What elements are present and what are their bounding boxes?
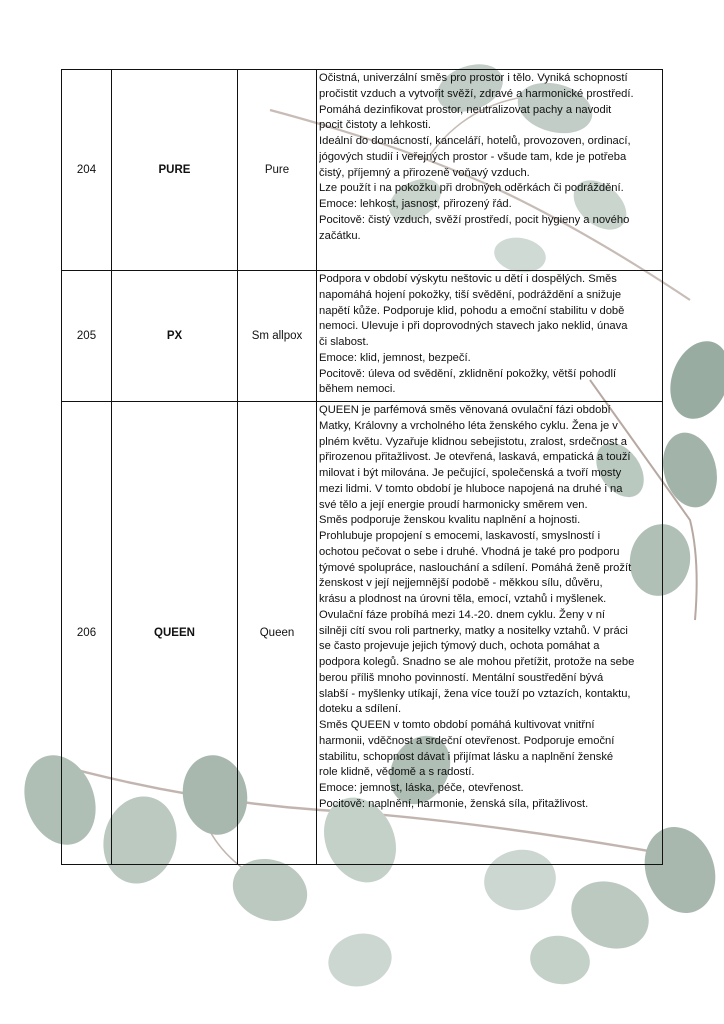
description-line: čistý, příjemný a přirozeně voňavý vzduch. bbox=[319, 166, 530, 179]
description-line: napětí kůže. Podporuje klid, pohodu a emoční stabilitu v době bbox=[319, 304, 625, 317]
description-line: Pocitově: čistý vzduch, svěží prostředí, pocit hygieny a nového bbox=[319, 213, 630, 226]
blend-name: Sm allpox bbox=[238, 271, 317, 402]
description-line: či slabost. bbox=[319, 336, 369, 348]
row-number: 206 bbox=[62, 402, 112, 865]
row-number: 204 bbox=[62, 70, 112, 271]
description-line: se často projevuje jejich týmový duch, ochota pomáhat a bbox=[319, 640, 600, 653]
description-line: pročistit vzduch a vytvořit svěží, zdravé a harmonické prostředí. bbox=[319, 87, 634, 100]
blend-code: QUEEN bbox=[112, 402, 238, 865]
blend-description bbox=[317, 402, 663, 865]
description-line: jógových studií i veřejných prostor - všude tam, kde je potřeba bbox=[319, 150, 627, 163]
description-line: krásu a plodnost na úrovni těla, emocí, vztahů i myšlenek. bbox=[319, 593, 607, 605]
description-line: plném květu. Vyzařuje klidnou sebejistotu, zralost, srdečnost a bbox=[319, 435, 628, 448]
description-line: role klidně, vědomě a s radostí. bbox=[319, 766, 475, 779]
description-line: své tělo a její energie proudí harmonicky směrem ven. bbox=[319, 498, 588, 511]
description-line: pocit čistoty a lehkosti. bbox=[319, 119, 431, 132]
description-line: přirozenou přitažlivost. Je otevřená, laskavá, empatická a touží bbox=[319, 451, 631, 464]
description-line: Očistná, univerzální směs pro prostor i tělo. Vyniká schopností bbox=[319, 72, 628, 84]
blend-table bbox=[61, 69, 663, 865]
description-line: silněji cítí svou roli partnerky, matky a nositelky vztahů. V práci bbox=[319, 624, 628, 637]
description-line: podpora kolegů. Snadno se ale mohou přetížit, protože na sebe bbox=[319, 656, 635, 668]
description-line: Směs QUEEN v tomto období pomáhá kultivovat vnitřní bbox=[319, 719, 595, 731]
description-line: milovat i být milována. Je pečující, společenská a tvoří mosty bbox=[319, 467, 622, 479]
blend-name: Pure bbox=[238, 70, 317, 271]
description-line: napomáhá hojení pokožky, tiší svědění, podráždění a snižuje bbox=[319, 288, 622, 301]
description-line: QUEEN je parfémová směs věnovaná ovulační fázi období bbox=[319, 404, 611, 416]
blend-code: PX bbox=[112, 271, 238, 402]
description-line: doteku a sdílení. bbox=[319, 703, 402, 716]
blend-code: PURE bbox=[112, 70, 238, 271]
description-line: Směs podporuje ženskou kvalitu naplnění a hojnosti. bbox=[319, 514, 581, 527]
description-line: Emoce: jemnost, láska, péče, otevřenost. bbox=[319, 782, 524, 794]
description-line: týmové spolupráce, naslouchání a sdílení. Pomáhá ženě prožít bbox=[319, 561, 632, 574]
description-line: začátku. bbox=[319, 229, 361, 242]
description-line: Ovulační fáze probíhá mezi 14.-20. dnem cyklu. Ženy v ní bbox=[319, 608, 606, 621]
description-line: Pocitově: úleva od svědění, zklidnění pokožky, větší pohodlí bbox=[319, 367, 617, 380]
description-line: nemoci. Ulevuje i při doprovodných stavech jako neklid, únava bbox=[319, 320, 628, 333]
description-line: mezi lidmi. V tomto období je hluboce napojená na druhé i na bbox=[319, 482, 623, 495]
description-line: ochotou pečovat o sebe i druhé. Vhodná je také pro podporu bbox=[319, 545, 620, 558]
blend-description bbox=[317, 70, 663, 271]
description-line: Lze použít i na pokožku při drobných oděrkách či podráždění. bbox=[319, 182, 624, 195]
description-line: Emoce: klid, jemnost, bezpečí. bbox=[319, 351, 471, 364]
table-row bbox=[62, 70, 663, 271]
description-line: slabší - myšlenky utíkají, žena více touží po vztazích, kontaktu, bbox=[319, 687, 631, 700]
blend-name: Queen bbox=[238, 402, 317, 865]
description-line: Matky, Královny a vrcholného léta ženského cyklu. Žena je v bbox=[319, 419, 618, 432]
description-line: Ideální do domácností, kanceláří, hotelů, provozoven, ordinací, bbox=[319, 135, 631, 147]
blend-description bbox=[317, 271, 663, 402]
description-line: ženskost v její nejjemnější podobě - měkkou sílu, důvěru, bbox=[319, 577, 603, 590]
table-row bbox=[62, 402, 663, 865]
description-line: harmonii, vděčnost a srdeční otevřenost. Podporuje emoční bbox=[319, 734, 615, 747]
description-line: Pomáhá dezinfikovat prostor, neutralizovat pachy a navodit bbox=[319, 103, 612, 116]
description-line: berou příliš mnoho povinností. Mentální soustředění bývá bbox=[319, 671, 604, 684]
row-number: 205 bbox=[62, 271, 112, 402]
table-row bbox=[62, 271, 663, 402]
description-line: Pocitově: naplnění, harmonie, ženská síla, přitažlivost. bbox=[319, 797, 589, 810]
description-line: stabilitu, schopnost dávat i přijímat lásku a naplnění ženské bbox=[319, 750, 614, 763]
description-line: Emoce: lehkost, jasnost, přirozený řád. bbox=[319, 198, 512, 210]
description-line: během nemoci. bbox=[319, 383, 396, 396]
description-line: Podpora v období výskytu neštovic u dětí i dospělých. Směs bbox=[319, 273, 617, 285]
description-line: Prohlubuje propojení s emocemi, laskavostí, smyslností i bbox=[319, 530, 601, 542]
